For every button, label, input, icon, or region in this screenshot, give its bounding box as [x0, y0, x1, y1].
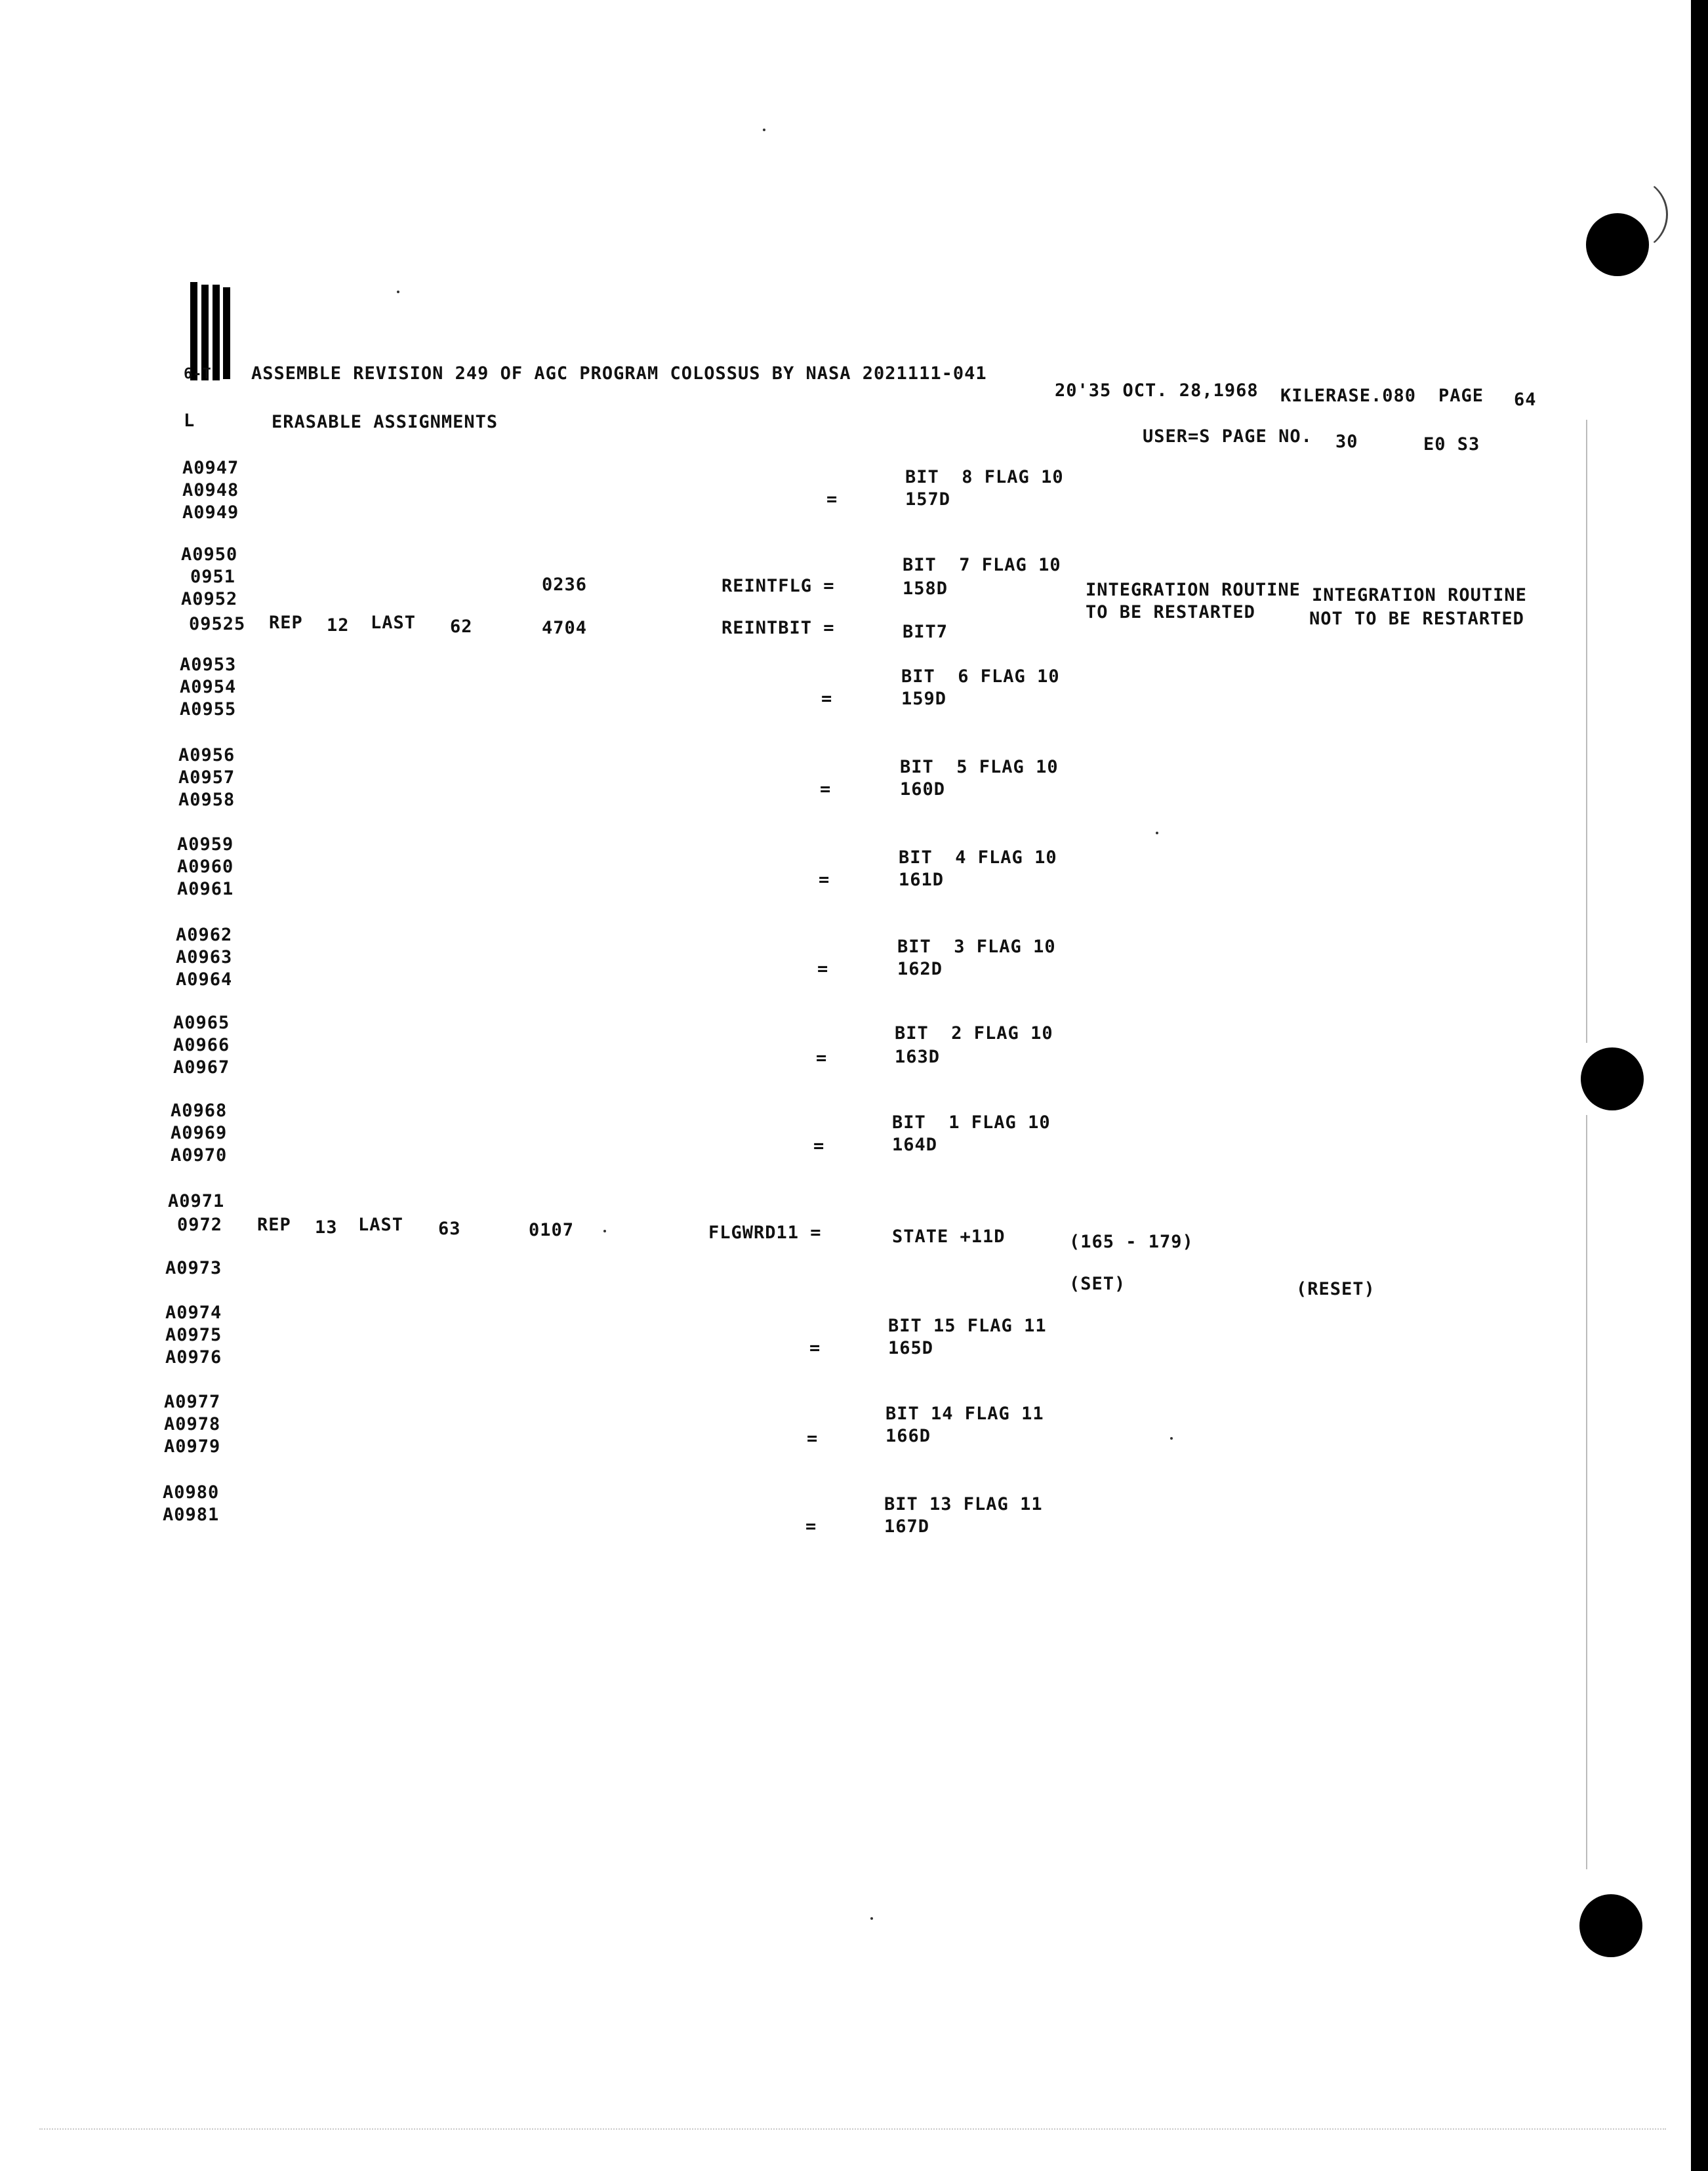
line-number: A0962 [176, 925, 233, 945]
line-number: A0957 [178, 767, 235, 788]
file-label: KILERASE.080 [1280, 386, 1417, 406]
bit-assignment: BIT 13 FLAG 11 [884, 1494, 1043, 1514]
line-number: A0976 [165, 1347, 222, 1368]
line-number: A0973 [165, 1258, 222, 1278]
assembly-title: ASSEMBLE REVISION 249 OF AGC PROGRAM COLOSSUS BY NASA 2021111-041 [251, 363, 987, 384]
page-number: 64 [1514, 390, 1537, 410]
equals-sign: = [816, 1048, 828, 1068]
punch-hole-bottom [1579, 1894, 1642, 1957]
flag-decimal: 167D [884, 1516, 930, 1537]
set-comment: INTEGRATION ROUTINE [1086, 580, 1301, 600]
flag-decimal: 165D [888, 1338, 934, 1358]
last-keyword: LAST [358, 1215, 404, 1235]
line-number: A0948 [182, 480, 239, 500]
line-number: A0978 [164, 1414, 221, 1434]
line-number: A0963 [176, 947, 233, 967]
line-number: A0955 [180, 699, 237, 720]
symbol-name: REINTFLG = [722, 576, 835, 596]
bit-assignment: BIT 15 FLAG 11 [888, 1316, 1047, 1336]
flag-decimal: 161D [899, 870, 945, 890]
line-number: A0967 [173, 1057, 230, 1078]
reset-comment: NOT TO BE RESTARTED [1309, 609, 1524, 629]
scan-edge [1691, 0, 1708, 2171]
line-number: A0952 [181, 589, 238, 609]
line-number: 0951 [190, 567, 236, 587]
line-number: 0972 [177, 1215, 223, 1235]
octal-value: 0236 [542, 575, 588, 595]
bit-assignment: BIT 5 FLAG 10 [900, 757, 1059, 777]
line-number: A0953 [180, 655, 237, 675]
bit-assignment: BIT 7 FLAG 10 [903, 555, 1061, 575]
speck [397, 291, 399, 293]
equals-sign: = [819, 870, 830, 890]
reset-comment: INTEGRATION ROUTINE [1312, 585, 1527, 605]
bit-assignment: BIT 1 FLAG 10 [892, 1112, 1051, 1133]
l-marker: L [184, 411, 195, 431]
user-page-number: 30 [1335, 432, 1358, 452]
equals-sign: = [821, 689, 833, 709]
set-label: (SET) [1069, 1274, 1126, 1294]
last-keyword: LAST [371, 613, 417, 633]
bit-value: BIT7 [903, 622, 948, 642]
user-page-label: USER=S PAGE NO. [1143, 426, 1312, 447]
line-number: A0959 [177, 834, 234, 855]
last-value: 63 [438, 1219, 461, 1239]
bit-assignment: BIT 6 FLAG 10 [901, 666, 1060, 687]
bit-assignment: BIT 14 FLAG 11 [885, 1404, 1044, 1424]
symbol-name: FLGWRD11 = [708, 1223, 822, 1243]
rep-keyword: REP [257, 1215, 291, 1235]
bottom-scan-noise [39, 2128, 1666, 2130]
flag-decimal: 163D [895, 1047, 941, 1067]
bit-assignment: BIT 2 FLAG 10 [895, 1023, 1053, 1044]
flag-decimal: 164D [892, 1135, 938, 1155]
equals-sign: = [807, 1429, 819, 1449]
line-number: A0966 [173, 1035, 230, 1055]
flag-decimal: 160D [900, 779, 946, 800]
margin-line [1586, 1115, 1587, 1869]
equals-sign: = [826, 489, 838, 510]
rep-number: 12 [327, 615, 350, 636]
equals-sign: = [813, 1136, 825, 1156]
line-number: A0965 [173, 1013, 230, 1033]
line-number: A0977 [164, 1392, 221, 1412]
line-number: A0956 [178, 745, 235, 765]
line-number: A0979 [164, 1436, 221, 1457]
line-number: A0958 [178, 790, 235, 810]
corner-mark: 6-T [184, 366, 212, 382]
line-number: A0947 [182, 458, 239, 478]
rep-number: 13 [315, 1217, 338, 1238]
symbol-name: REINTBIT = [722, 618, 835, 638]
line-number: A0981 [163, 1505, 220, 1525]
equals-sign: = [809, 1338, 821, 1358]
flag-decimal: 162D [897, 959, 943, 979]
equals-sign: = [805, 1516, 817, 1537]
punch-hole-middle [1581, 1047, 1644, 1110]
speck [870, 1917, 873, 1920]
line-number: A0954 [180, 677, 237, 697]
line-number: A0968 [171, 1101, 228, 1121]
line-number: A0974 [165, 1303, 222, 1323]
line-number: A0950 [181, 544, 238, 565]
line-number: A0949 [182, 502, 239, 523]
bit-assignment: BIT 8 FLAG 10 [905, 467, 1064, 487]
punch-hole-arc [1593, 177, 1668, 252]
octal-value: 4704 [542, 618, 588, 638]
margin-line [1586, 420, 1587, 1043]
rep-keyword: REP [269, 613, 303, 633]
line-number: A0964 [176, 969, 233, 990]
line-number: A0970 [171, 1145, 228, 1166]
line-number: A0975 [165, 1325, 222, 1345]
equals-sign: = [817, 959, 829, 979]
bit-assignment: BIT 4 FLAG 10 [899, 847, 1057, 868]
set-comment: TO BE RESTARTED [1086, 602, 1255, 622]
flag-decimal: 158D [903, 578, 948, 599]
assembly-date: 20'35 OCT. 28,1968 [1055, 380, 1259, 401]
code-tag: E0 S3 [1423, 434, 1480, 455]
state-offset: STATE +11D [892, 1227, 1006, 1247]
line-number: A0961 [177, 879, 234, 899]
speck [763, 129, 765, 131]
line-number: 09525 [189, 614, 246, 634]
flag-decimal: 157D [905, 489, 951, 510]
reset-label: (RESET) [1296, 1279, 1375, 1299]
flag-range: (165 - 179) [1069, 1232, 1194, 1252]
line-number: A0960 [177, 857, 234, 877]
last-value: 62 [450, 617, 473, 637]
equals-sign: = [820, 779, 832, 800]
flag-decimal: 166D [885, 1426, 931, 1446]
octal-value: 0107 [529, 1220, 575, 1240]
page-label: PAGE [1438, 386, 1484, 406]
speck [1156, 832, 1158, 834]
speck [603, 1230, 606, 1232]
line-number: A0980 [163, 1482, 220, 1503]
line-number: A0969 [171, 1123, 228, 1143]
flag-decimal: 159D [901, 689, 947, 709]
line-number: A0971 [168, 1191, 225, 1211]
section-title: ERASABLE ASSIGNMENTS [272, 412, 498, 432]
bit-assignment: BIT 3 FLAG 10 [897, 937, 1056, 957]
speck [1170, 1437, 1173, 1440]
